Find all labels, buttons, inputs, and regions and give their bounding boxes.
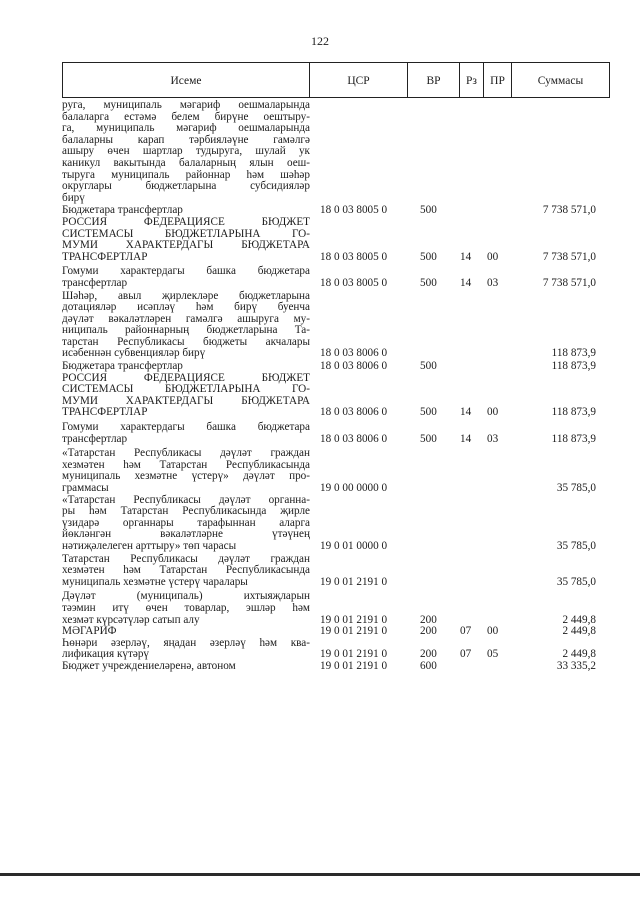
- table-body: [62, 100, 610, 673]
- row-vr: 200: [420, 625, 437, 638]
- row-name-line: бирү: [62, 191, 85, 204]
- row-name-line: трансфертлар: [62, 276, 128, 289]
- row-name: [62, 495, 310, 553]
- row-vr: 500: [420, 250, 437, 263]
- table-row: [62, 448, 610, 494]
- row-sum: 33 335,2: [556, 659, 596, 672]
- row-name-line: балаларга естәмә белем бирүне оештыру-: [62, 110, 310, 123]
- row-sum: 2 449,8: [562, 613, 596, 626]
- row-csr: 18 0 03 8005 0: [320, 204, 388, 217]
- row-name-line: үзидарә органнары тарафыннан аларга: [62, 516, 310, 529]
- row-name-line: тыруга муниципаль районнар һәм шәһәр: [62, 168, 310, 181]
- header-pr: ПР: [484, 62, 512, 98]
- row-name-line: Татарстан Республикасы дәүләт граждан: [62, 552, 310, 565]
- row-name: [62, 291, 310, 361]
- row-sum: 7 738 571,0: [542, 276, 596, 289]
- row-vr: 500: [420, 276, 437, 289]
- table-row: [62, 291, 610, 361]
- row-name: [62, 217, 310, 263]
- row-name-line: СИСТЕМАСЫ БЮДЖЕТЛАРЫНА ГО-: [62, 227, 310, 240]
- row-name-line: Гомуми характердагы башка бюджетара: [62, 421, 310, 434]
- row-name-line: исәбеннән субвенцияләр бирү: [62, 347, 206, 360]
- row-name-line: Бюджетара трансфертлар: [62, 204, 183, 217]
- row-pr: 03: [487, 276, 499, 289]
- row-name-line: ТРАНСФЕРТЛАР: [62, 250, 148, 263]
- row-name: [62, 591, 310, 626]
- row-csr: 18 0 03 8006 0: [320, 406, 388, 419]
- row-name-line: каникул вакытында балаларның ялын оеш-: [62, 156, 310, 169]
- row-csr: 19 0 01 2191 0: [320, 575, 388, 588]
- row-name-line: га, муниципаль мәгариф оешмаларында: [62, 122, 310, 135]
- row-csr: 19 0 00 0000 0: [320, 482, 388, 494]
- row-name-line: тәэмин итү өчен товарлар, эшләр һәм: [62, 601, 310, 614]
- row-name-line: Дәүләт (муниципаль) ихтыяҗларын: [62, 590, 310, 603]
- table-row: [62, 373, 610, 419]
- row-sum: 118 873,9: [551, 360, 596, 373]
- row-name: [62, 266, 310, 289]
- row-name: [62, 661, 310, 673]
- table-header: [62, 62, 610, 99]
- row-name-line: муниципаль хезмәтне үстерү» дәүләт про-: [62, 470, 310, 483]
- row-name-line: ры һәм Татарстан Республикасында җирле: [62, 505, 310, 518]
- row-name-line: СИСТЕМАСЫ БЮДЖЕТЛАРЫНА ГО-: [62, 383, 310, 396]
- row-name-line: Һөнәри әзерләү, яңадан әзерләү һәм ква-: [62, 636, 310, 649]
- row-name-line: МУМИ ХАРАКТЕРДАГЫ БЮДЖЕТАРА: [62, 239, 310, 252]
- row-csr: 18 0 03 8005 0: [320, 276, 388, 289]
- table-row: [62, 100, 610, 204]
- row-pr: 00: [487, 406, 499, 419]
- header-name: Исеме: [62, 62, 310, 98]
- row-sum: 118 873,9: [551, 347, 596, 360]
- row-name-line: Бюджет учреждениеләренә, автоном: [62, 659, 236, 672]
- row-name: [62, 448, 310, 494]
- row-name-line: РОССИЯ ФЕДЕРАЦИЯСЕ БЮДЖЕТ: [62, 371, 310, 384]
- row-vr: 500: [420, 204, 437, 217]
- row-name-line: Бюджетара трансфертлар: [62, 360, 183, 373]
- row-vr: 200: [420, 613, 437, 626]
- row-name-line: тарстан Республикасы бюджеты акчалары: [62, 335, 310, 348]
- row-csr: 19 0 01 2191 0: [320, 625, 388, 638]
- row-name-line: дотацияләр исәпләү һәм бирү буенча: [62, 301, 310, 314]
- row-name-line: йөкләнгән вәкаләтләрне үтәүнең: [62, 528, 310, 541]
- row-pr: 00: [487, 250, 499, 263]
- table-row: [62, 266, 610, 289]
- row-sum: 2 449,8: [562, 625, 596, 638]
- table-row: [62, 626, 610, 638]
- row-rz: 14: [460, 276, 472, 289]
- row-name-line: хезмәтен һәм Татарстан Республикасында: [62, 458, 310, 471]
- table-row: [62, 591, 610, 626]
- row-sum: 35 785,0: [556, 539, 596, 552]
- row-name-line: «Татарстан Республикасы дәүләт граждан: [62, 447, 310, 460]
- row-sum: 35 785,0: [556, 575, 596, 588]
- row-name-line: хезмәт күрсәтүләр сатып алу: [62, 613, 200, 626]
- row-pr: 03: [487, 432, 499, 445]
- table-row: [62, 554, 610, 589]
- row-name-line: МӘГАРИФ: [62, 625, 117, 638]
- table-row: [62, 638, 610, 661]
- row-sum: 118 873,9: [551, 406, 596, 419]
- table-row: [62, 361, 610, 373]
- row-name-line: ТРАНСФЕРТЛАР: [62, 406, 148, 419]
- row-name: [62, 626, 310, 638]
- row-name: [62, 638, 310, 661]
- row-pr: 00: [487, 625, 499, 638]
- table-row: [62, 422, 610, 445]
- row-vr: 600: [420, 659, 437, 672]
- row-pr: 05: [487, 648, 499, 661]
- row-name-line: ниципаль районнарның бюджетларына Та-: [62, 324, 310, 337]
- row-sum: 7 738 571,0: [542, 250, 596, 263]
- row-name-line: хезмәтен һәм Татарстан Республикасында: [62, 564, 310, 577]
- row-name-line: муниципаль хезмәтне үстерү чаралары: [62, 575, 248, 588]
- row-name-line: Гомуми характердагы башка бюджетара: [62, 265, 310, 278]
- row-csr: 19 0 01 2191 0: [320, 613, 388, 626]
- header-rz: Рз: [460, 62, 484, 98]
- row-name: [62, 100, 310, 204]
- row-csr: 18 0 03 8006 0: [320, 432, 388, 445]
- row-vr: 500: [420, 432, 437, 445]
- row-rz: 07: [460, 625, 472, 638]
- table-row: [62, 661, 610, 673]
- row-name-line: дәүләт вәкаләтләрен гамәлгә ашыруга му-: [62, 312, 310, 325]
- row-name-line: граммасы: [62, 482, 109, 494]
- row-name-line: нәтиҗәлелеген арттыру» төп чарасы: [62, 539, 237, 552]
- row-vr: 500: [420, 360, 437, 373]
- row-name: [62, 554, 310, 589]
- row-name-line: РОССИЯ ФЕДЕРАЦИЯСЕ БЮДЖЕТ: [62, 215, 310, 228]
- row-name-line: трансфертлар: [62, 432, 128, 445]
- row-sum: 35 785,0: [556, 482, 596, 494]
- row-name: [62, 373, 310, 419]
- row-csr: 18 0 03 8005 0: [320, 250, 388, 263]
- row-name-line: МУМИ ХАРАКТЕРДАГЫ БЮДЖЕТАРА: [62, 394, 310, 407]
- row-sum: 2 449,8: [562, 648, 596, 661]
- row-name: [62, 361, 310, 373]
- row-csr: 19 0 01 2191 0: [320, 659, 388, 672]
- header-sum: Суммасы: [512, 62, 610, 98]
- row-csr: 19 0 01 2191 0: [320, 648, 388, 661]
- row-sum: 118 873,9: [551, 432, 596, 445]
- row-name-line: «Татарстан Республикасы дәүләт органна-: [62, 493, 310, 506]
- row-vr: 200: [420, 648, 437, 661]
- table-row: [62, 495, 610, 553]
- row-csr: 18 0 03 8006 0: [320, 360, 388, 373]
- header-vr: ВР: [408, 62, 460, 98]
- table-row: [62, 217, 610, 263]
- row-name-line: Шәһәр, авыл җирлекләре бюджетларына: [62, 289, 310, 302]
- row-rz: 07: [460, 648, 472, 661]
- row-name-line: руга, муниципаль мәгариф оешмаларында: [62, 99, 310, 111]
- row-name-line: балаларны карап тәрбияләүне гамәлгә: [62, 133, 310, 146]
- row-name-line: лификация күтәрү: [62, 648, 150, 661]
- row-name: [62, 422, 310, 445]
- row-rz: 14: [460, 432, 472, 445]
- row-csr: 19 0 01 0000 0: [320, 539, 388, 552]
- row-csr: 18 0 03 8006 0: [320, 347, 388, 360]
- row-rz: 14: [460, 250, 472, 263]
- row-sum: 7 738 571,0: [542, 204, 596, 217]
- page-number: 122: [311, 34, 329, 48]
- row-rz: 14: [460, 406, 472, 419]
- row-name-line: ашыру өчен шартлар тудыруга, шулай ук: [62, 145, 310, 158]
- row-vr: 500: [420, 406, 437, 419]
- header-csr: ЦСР: [310, 62, 408, 98]
- row-name-line: округлары бюджетларына субсидияләр: [62, 180, 310, 193]
- scan-edge-divider: [0, 873, 640, 876]
